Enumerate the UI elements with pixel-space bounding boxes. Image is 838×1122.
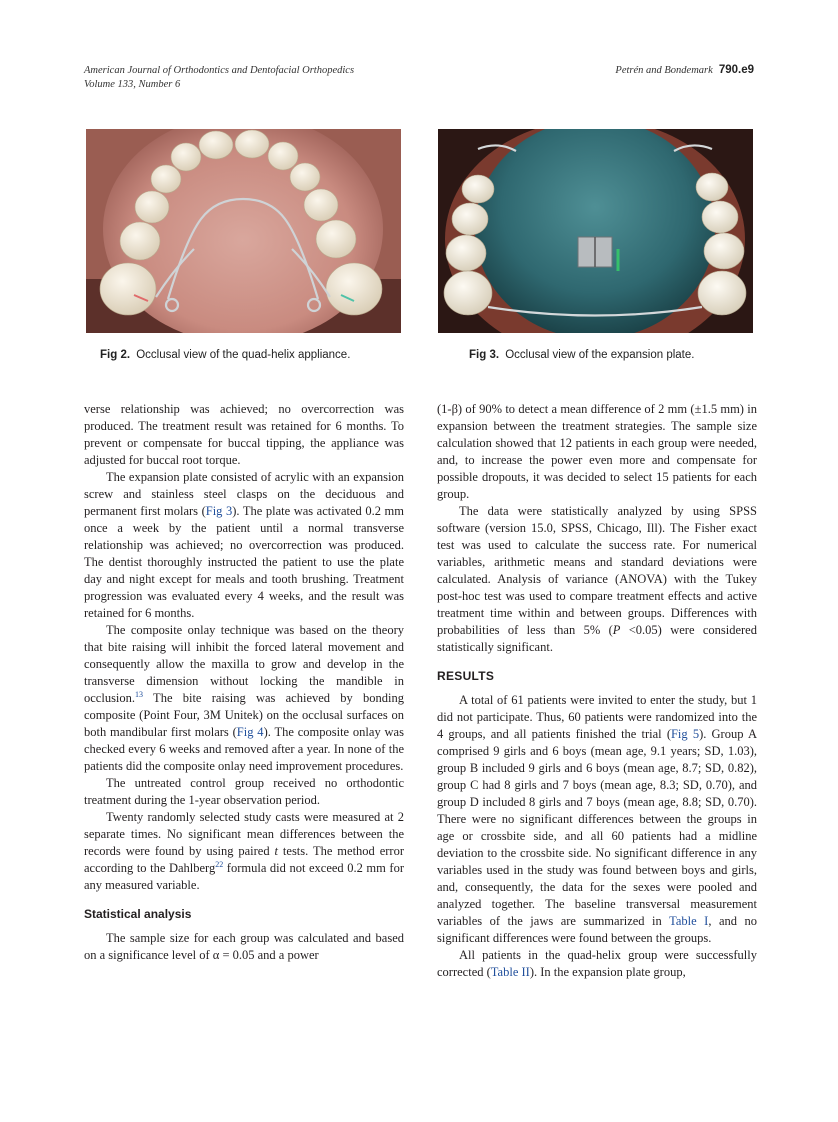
- paragraph: The sample size for each group was calculated and based on a significance level of α = 0.05 and a power: [84, 931, 404, 962]
- running-header-page: [615, 64, 754, 76]
- figure-5-link[interactable]: Fig 5: [670, 727, 700, 741]
- paragraph: The composite onlay technique was based on the theory that bite raising will inhibit the forced lateral movement and consequently allow the maxilla to grow and develop in the transverse dimension without locking the mandible in occlusion.$^{13}$ The bite raising was achieved by bonding composite (Point Four, 3M Unitek) on the occlusal surfaces on both mandibular first molars (Fig 4). The composite onlay was checked every 6 weeks and removed after a year. In none of the patients did the composite onlay need improvement procedures.: [84, 623, 404, 773]
- figure-2-text: Occlusal view of the quad-helix appliance.: [136, 349, 351, 361]
- paragraph: verse relationship was achieved; no overcorrection was produced. The treatment result was retained for 6 months. To prevent or compensate for buccal tipping, the appliance was adjusted for buccal root torque.: [84, 402, 404, 467]
- right-text-column: [437, 401, 757, 981]
- figure-3-link[interactable]: Fig 3: [205, 504, 233, 518]
- paragraph: A total of 61 patients were invited to enter the study, but 1 did not participate. Thus, 60 patients were randomized into the 4 groups, and all patients finished the trial (Fig 5). Group A comprised 9 girls and 6 boys (mean age, 9.1 years; SD, 1.03), group B included 9 girls and 6 boys (mean age, 8.7; SD, 0.82), group C had 8 girls and 7 boys (mean age, 8.3; SD, 0.70), and group D included 8 girls and 7 boys (mean age, 8.8; SD, 0.70). There were no significant differences between the groups in age or crossbite side, and all 60 patients had a midline deviation to the crossbite side. No significant difference in any variables used in the study was found between boys and girls, and, consequently, the data for the sexes were pooled and analyzed together. The baseline transversal measurement variables of the jaws are summarized in Table I, and no significant differences were found between the groups.: [437, 693, 757, 945]
- running-header-authors: Petrén and Bondemark: [615, 65, 713, 76]
- paragraph: (1-β) of 90% to detect a mean difference of 2 mm (±1.5 mm) in expansion between the treatment strategies. The sample size calculation showed that 12 patients in each group were needed, and, to increase the power even more and compensate for possible dropouts, it was decided to select 15 patients for each group.: [437, 402, 757, 501]
- journal-volume: Volume 133, Number 6: [84, 79, 181, 90]
- figure-quad-helix-photo: [86, 129, 401, 333]
- figure-3-caption: [469, 349, 694, 361]
- section-heading-results: RESULTS: [437, 669, 495, 683]
- table-2-link[interactable]: Table II: [490, 965, 530, 979]
- left-text-column: [84, 401, 404, 964]
- journal-title: American Journal of Orthodontics and Dentofacial Orthopedics: [84, 65, 355, 76]
- reference-13-link[interactable]: 13: [135, 689, 144, 699]
- figure-2-label: Fig 2.: [100, 349, 131, 361]
- paragraph: Twenty randomly selected study casts were measured at 2 separate times. No significant mean differences between the records were found by using paired t tests. The method error according to the Dahlberg$^{22}$ formula did not exceed 0.2 mm for any measured variable.: [84, 810, 404, 892]
- section-heading-statistical-analysis: Statistical analysis: [84, 907, 192, 921]
- paragraph: All patients in the quad-helix group were successfully corrected (Table II). In the expansion plate group,: [437, 948, 757, 979]
- paragraph: The data were statistically analyzed by using SPSS software (version 15.0, SPSS, Chicago, Ill). The Fisher exact test was used to calculate the success rate. For numerical variables, arithmetic means and standard deviations were calculated. Analysis of variance (ANOVA) with the Tukey post-hoc test was used to compare treatment effects and active treatment time within and between groups. Differences with probabilities of less than 5% (P <0.05) were considered statistically significant.: [437, 504, 757, 654]
- page-number: 790.e9: [718, 64, 754, 76]
- figure-expansion-plate-photo: [438, 129, 753, 333]
- figure-4-link[interactable]: Fig 4: [236, 725, 264, 739]
- figure-2-caption: [100, 349, 350, 361]
- paragraph: The expansion plate consisted of acrylic with an expansion screw and stainless steel clasps on the deciduous and permanent first molars (Fig 3). The plate was activated 0.2 mm once a week by the patient until a normal transverse relationship was achieved; no overcorrection was produced. The dentist thoroughly instructed the patient to use the plate day and night except for meals and tooth brushing. Treatment progression was evaluated every 4 weeks, and the result was retained for 6 months.: [84, 470, 404, 620]
- running-header-journal: [84, 64, 354, 92]
- table-1-link[interactable]: Table I: [669, 914, 709, 928]
- figure-3-label: Fig 3.: [469, 349, 500, 361]
- reference-22-link[interactable]: 22: [215, 859, 224, 869]
- figure-3-text: Occlusal view of the expansion plate.: [505, 349, 695, 361]
- paragraph: The untreated control group received no orthodontic treatment during the 1-year observation period.: [84, 776, 404, 807]
